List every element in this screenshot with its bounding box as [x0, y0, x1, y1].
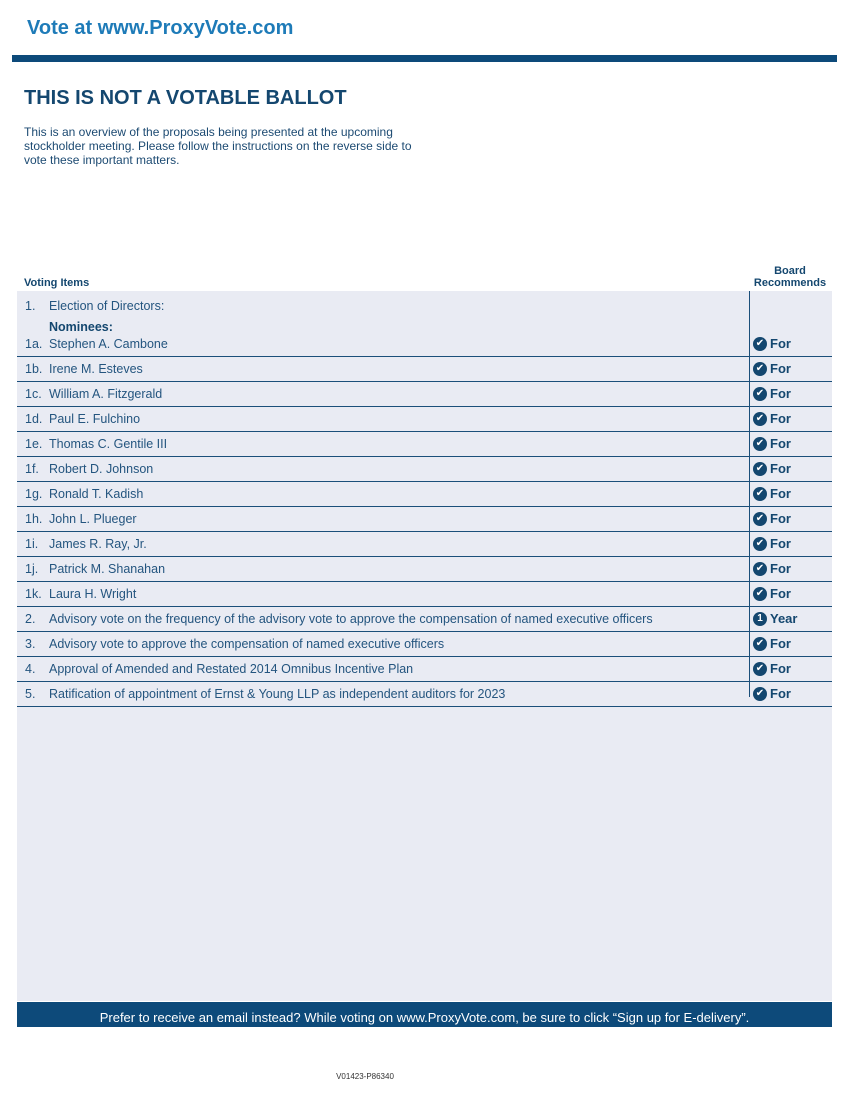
item-number: 3.	[25, 637, 36, 651]
table-row	[17, 657, 832, 682]
item-text: William A. Fitzgerald	[49, 387, 163, 401]
recommendation	[753, 386, 791, 401]
recommendation-label: For	[770, 486, 791, 501]
item-number: 1k.	[25, 587, 42, 601]
item-number: 1i.	[25, 537, 39, 551]
item-text: Irene M. Esteves	[49, 362, 143, 376]
item-text: John L. Plueger	[49, 512, 137, 526]
check-circle-icon: ✔	[753, 587, 767, 601]
document-code: V01423-P86340	[336, 1072, 394, 1081]
recommendation	[753, 361, 791, 376]
table-row	[17, 457, 832, 482]
item-number: 5.	[25, 687, 36, 701]
item-number: 1a.	[25, 337, 43, 351]
item-text: Ronald T. Kadish	[49, 487, 144, 501]
check-circle-icon: ✔	[753, 487, 767, 501]
board-recommends-header	[749, 265, 831, 289]
recommendation-label: For	[770, 686, 791, 701]
item-text: Election of Directors:	[49, 299, 165, 313]
check-circle-icon: ✔	[753, 537, 767, 551]
board-header-line2: Recommends	[753, 277, 827, 289]
item-number: 2.	[25, 612, 36, 626]
intro-text: This is an overview of the proposals being presented at the upcoming stockholder meeting. Please follow the instructions on the reverse side to vote these important matters.	[24, 125, 412, 167]
check-circle-icon: ✔	[753, 387, 767, 401]
one-icon: 1	[753, 612, 767, 626]
check-circle-icon: ✔	[753, 437, 767, 451]
election-row	[17, 291, 832, 312]
table-row	[17, 582, 832, 607]
check-circle-icon: ✔	[753, 362, 767, 376]
recommendation	[753, 661, 791, 676]
table-row	[17, 682, 832, 707]
check-circle-icon: ✔	[753, 637, 767, 651]
item-text: James R. Ray, Jr.	[49, 537, 147, 551]
recommendation	[753, 586, 791, 601]
item-text: Stephen A. Cambone	[49, 337, 168, 351]
item-number: 1c.	[25, 387, 42, 401]
check-circle-icon: ✔	[753, 412, 767, 426]
recommendation	[753, 461, 791, 476]
table-row	[17, 357, 832, 382]
item-text: Paul E. Fulchino	[49, 412, 141, 426]
recommendation-label: For	[770, 661, 791, 676]
item-text: Approval of Amended and Restated 2014 Omnibus Incentive Plan	[49, 662, 414, 676]
board-header-line1: Board	[774, 265, 806, 277]
recommendation	[753, 686, 791, 701]
check-circle-icon: ✔	[753, 562, 767, 576]
footer-banner: Prefer to receive an email instead? While voting on www.ProxyVote.com, be sure to click “Sign up for E-delivery”.	[17, 1002, 832, 1027]
item-number: 1h.	[25, 512, 43, 526]
recommendation	[753, 536, 791, 551]
table-row	[17, 332, 832, 357]
recommendation	[753, 436, 791, 451]
recommendation-label: For	[770, 461, 791, 476]
item-number: 1g.	[25, 487, 43, 501]
item-number: 1d.	[25, 412, 43, 426]
item-text: Advisory vote on the frequency of the advisory vote to approve the compensation of named executive officers	[49, 612, 653, 626]
item-text: Advisory vote to approve the compensation of named executive officers	[49, 637, 445, 651]
recommendation-label: For	[770, 561, 791, 576]
table-row	[17, 482, 832, 507]
table-row	[17, 607, 832, 632]
item-number: 1.	[25, 299, 36, 313]
recommendation-label: For	[770, 361, 791, 376]
header-rule	[12, 55, 837, 62]
column-divider	[749, 291, 750, 697]
table-row	[17, 382, 832, 407]
item-number: 1e.	[25, 437, 43, 451]
check-circle-icon: ✔	[753, 462, 767, 476]
recommendation-label: For	[770, 636, 791, 651]
proxyvote-link[interactable]: Vote at www.ProxyVote.com	[27, 17, 294, 39]
recommendation	[753, 561, 791, 576]
item-number: 1f.	[25, 462, 39, 476]
recommendation	[753, 336, 791, 351]
recommendation	[753, 611, 797, 626]
item-number: 4.	[25, 662, 36, 676]
item-text: Robert D. Johnson	[49, 462, 154, 476]
recommendation	[753, 411, 791, 426]
recommendation-label: For	[770, 336, 791, 351]
recommendation-label: For	[770, 511, 791, 526]
page-title: THIS IS NOT A VOTABLE BALLOT	[24, 87, 347, 109]
recommendation-label: For	[770, 536, 791, 551]
recommendation-label: For	[770, 386, 791, 401]
table-row	[17, 507, 832, 532]
check-circle-icon: ✔	[753, 687, 767, 701]
voting-items-header: Voting Items	[24, 277, 90, 289]
check-circle-icon: ✔	[753, 337, 767, 351]
item-number: 1b.	[25, 362, 43, 376]
recommendation	[753, 636, 791, 651]
item-text: Ratification of appointment of Ernst & Young LLP as independent auditors for 2023	[49, 687, 506, 701]
table-row	[17, 632, 832, 657]
item-text: Patrick M. Shanahan	[49, 562, 166, 576]
recommendation	[753, 511, 791, 526]
item-text: Laura H. Wright	[49, 587, 137, 601]
recommendation-label: For	[770, 411, 791, 426]
recommendation	[753, 486, 791, 501]
recommendation-label: Year	[770, 611, 798, 626]
table-row	[17, 432, 832, 457]
recommendation-label: For	[770, 436, 791, 451]
item-text: Thomas C. Gentile III	[49, 437, 168, 451]
check-circle-icon: ✔	[753, 662, 767, 676]
table-row	[17, 532, 832, 557]
item-number: 1j.	[25, 562, 39, 576]
table-row	[17, 407, 832, 432]
voting-table	[17, 291, 832, 707]
nominees-label: Nominees:	[49, 320, 113, 334]
check-circle-icon: ✔	[753, 512, 767, 526]
recommendation-label: For	[770, 586, 791, 601]
table-row	[17, 557, 832, 582]
nominees-row	[17, 312, 832, 332]
